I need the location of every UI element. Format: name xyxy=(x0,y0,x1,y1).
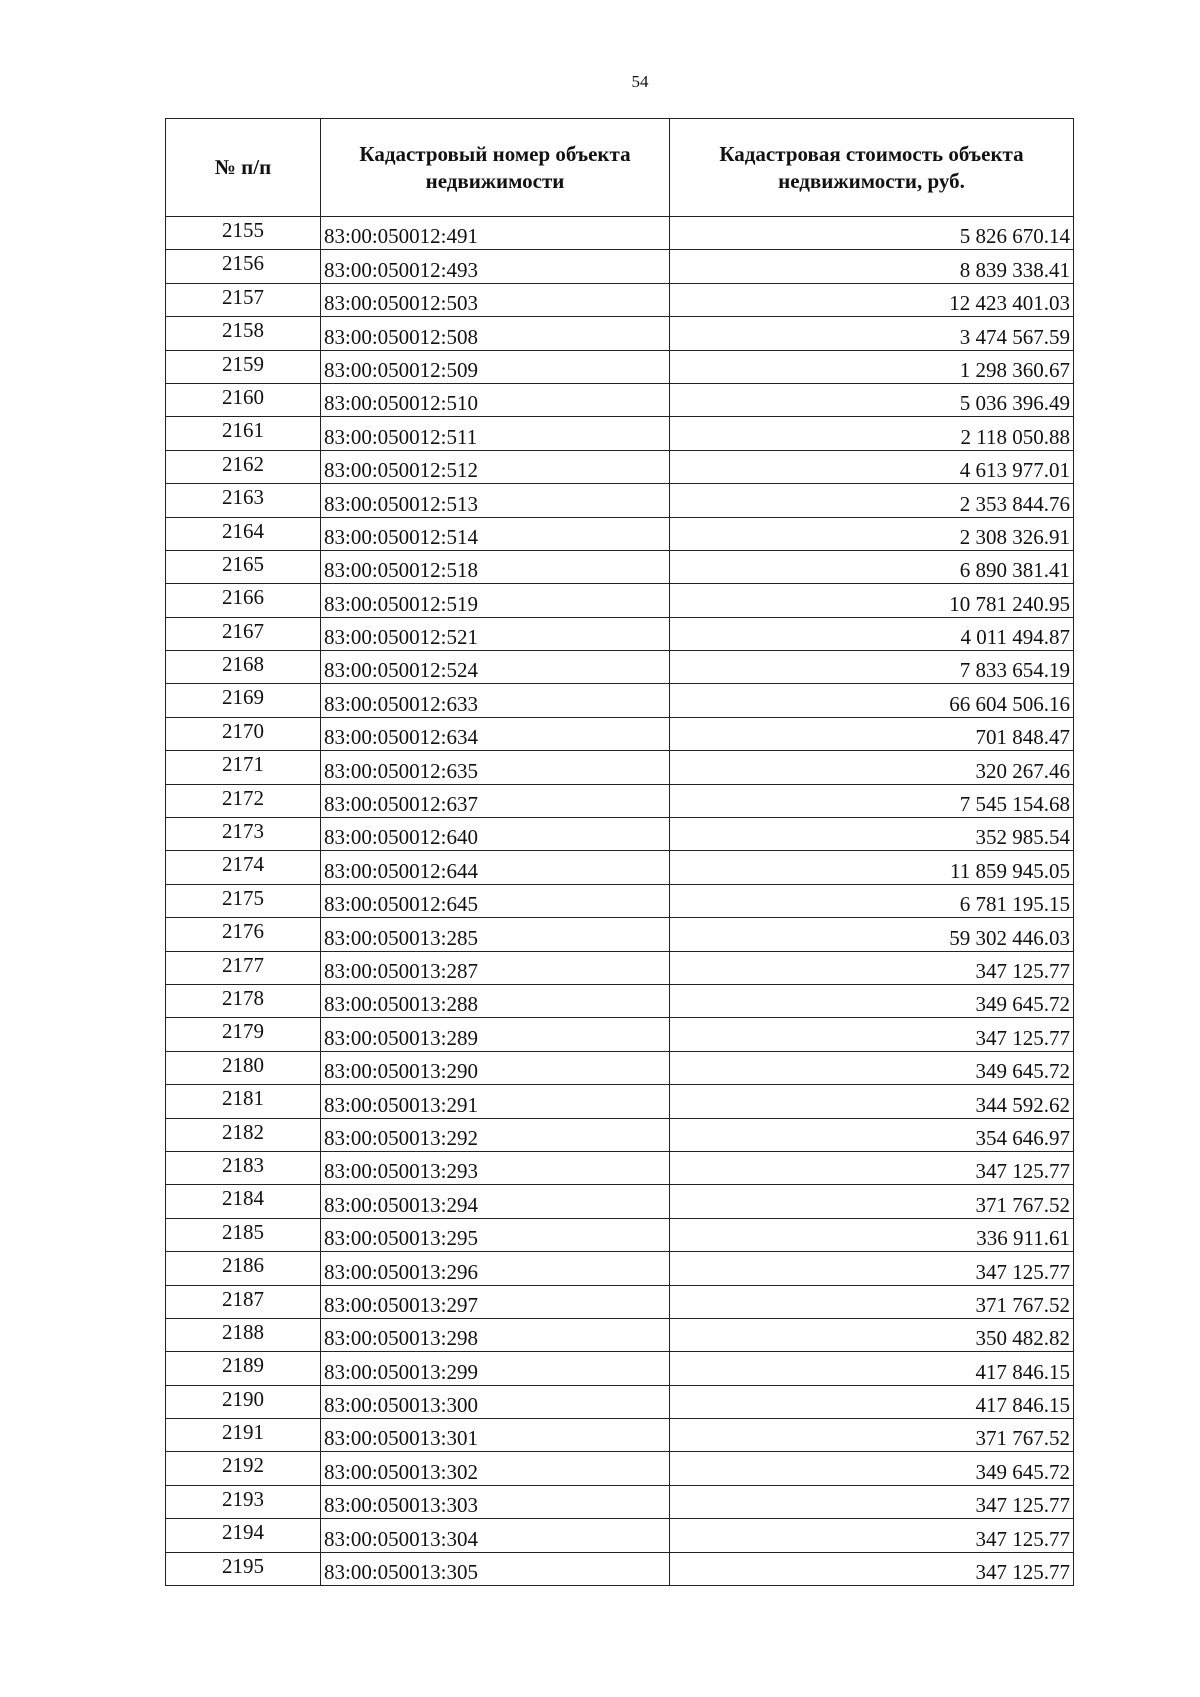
table-row xyxy=(166,1085,1074,1118)
table-row xyxy=(166,818,1074,851)
row-number-cell: 2157 xyxy=(166,283,321,316)
table-row xyxy=(166,517,1074,550)
cadastral-number-cell: 83:00:050013:288 xyxy=(321,984,670,1017)
table-row xyxy=(166,617,1074,650)
row-number-cell: 2160 xyxy=(166,383,321,416)
cadastral-number-cell: 83:00:050012:508 xyxy=(321,317,670,350)
cadastral-number-cell: 83:00:050013:289 xyxy=(321,1018,670,1051)
cadastral-number-cell: 83:00:050012:491 xyxy=(321,217,670,250)
table-row xyxy=(166,383,1074,416)
cadastral-number-cell: 83:00:050013:287 xyxy=(321,951,670,984)
cadastral-value-cell: 7 833 654.19 xyxy=(670,651,1074,684)
cadastral-number-cell: 83:00:050013:300 xyxy=(321,1385,670,1418)
cadastral-value-cell: 59 302 446.03 xyxy=(670,918,1074,951)
cadastral-value-cell: 2 353 844.76 xyxy=(670,484,1074,517)
row-number-cell: 2168 xyxy=(166,651,321,684)
cadastral-number-cell: 83:00:050012:518 xyxy=(321,550,670,583)
cadastral-number-cell: 83:00:050012:514 xyxy=(321,517,670,550)
row-number-cell: 2167 xyxy=(166,617,321,650)
cadastral-number-cell: 83:00:050012:512 xyxy=(321,450,670,483)
cadastral-value-cell: 347 125.77 xyxy=(670,1018,1074,1051)
cadastral-number-cell: 83:00:050012:633 xyxy=(321,684,670,717)
table-row xyxy=(166,1018,1074,1051)
row-number-cell: 2158 xyxy=(166,317,321,350)
table-row xyxy=(166,1285,1074,1318)
cadastral-value-cell: 2 308 326.91 xyxy=(670,517,1074,550)
row-number-cell: 2166 xyxy=(166,584,321,617)
cadastral-value-cell: 336 911.61 xyxy=(670,1218,1074,1251)
cadastral-number-cell: 83:00:050012:521 xyxy=(321,617,670,650)
row-number-cell: 2181 xyxy=(166,1085,321,1118)
table-row xyxy=(166,784,1074,817)
table-row xyxy=(166,1352,1074,1385)
table-row xyxy=(166,417,1074,450)
table-row xyxy=(166,1118,1074,1151)
table-row xyxy=(166,1252,1074,1285)
row-number-cell: 2174 xyxy=(166,851,321,884)
row-number-cell: 2175 xyxy=(166,884,321,917)
cadastral-number-cell: 83:00:050013:301 xyxy=(321,1419,670,1452)
cadastral-value-cell: 6 781 195.15 xyxy=(670,884,1074,917)
table-row xyxy=(166,851,1074,884)
cadastral-number-cell: 83:00:050012:503 xyxy=(321,283,670,316)
cadastral-value-cell: 417 846.15 xyxy=(670,1352,1074,1385)
header-cadastral-number: Кадастровый номер объекта недвижимости xyxy=(321,119,670,217)
cadastral-value-cell: 347 125.77 xyxy=(670,1252,1074,1285)
table-row xyxy=(166,550,1074,583)
table-row xyxy=(166,484,1074,517)
cadastral-number-cell: 83:00:050013:291 xyxy=(321,1085,670,1118)
cadastral-number-cell: 83:00:050012:513 xyxy=(321,484,670,517)
cadastral-value-cell: 10 781 240.95 xyxy=(670,584,1074,617)
cadastral-number-cell: 83:00:050012:510 xyxy=(321,383,670,416)
cadastral-value-cell: 350 482.82 xyxy=(670,1318,1074,1351)
row-number-cell: 2177 xyxy=(166,951,321,984)
cadastral-value-cell: 2 118 050.88 xyxy=(670,417,1074,450)
table-row xyxy=(166,884,1074,917)
row-number-cell: 2163 xyxy=(166,484,321,517)
header-row xyxy=(166,119,1074,217)
cadastral-value-cell: 8 839 338.41 xyxy=(670,250,1074,283)
cadastral-value-cell: 66 604 506.16 xyxy=(670,684,1074,717)
table-row xyxy=(166,350,1074,383)
cadastral-number-cell: 83:00:050013:299 xyxy=(321,1352,670,1385)
cadastral-value-cell: 349 645.72 xyxy=(670,1452,1074,1485)
table-row xyxy=(166,717,1074,750)
row-number-cell: 2156 xyxy=(166,250,321,283)
table-row xyxy=(166,317,1074,350)
cadastral-number-cell: 83:00:050012:509 xyxy=(321,350,670,383)
table-body xyxy=(166,217,1074,1586)
cadastral-value-cell: 5 036 396.49 xyxy=(670,383,1074,416)
cadastral-number-cell: 83:00:050013:290 xyxy=(321,1051,670,1084)
cadastral-value-cell: 417 846.15 xyxy=(670,1385,1074,1418)
row-number-cell: 2185 xyxy=(166,1218,321,1251)
row-number-cell: 2165 xyxy=(166,550,321,583)
table-row xyxy=(166,1185,1074,1218)
row-number-cell: 2155 xyxy=(166,217,321,250)
cadastral-value-cell: 352 985.54 xyxy=(670,818,1074,851)
table-row xyxy=(166,684,1074,717)
cadastral-value-cell: 347 125.77 xyxy=(670,1519,1074,1552)
row-number-cell: 2162 xyxy=(166,450,321,483)
cadastral-number-cell: 83:00:050013:304 xyxy=(321,1519,670,1552)
cadastral-value-cell: 344 592.62 xyxy=(670,1085,1074,1118)
row-number-cell: 2183 xyxy=(166,1151,321,1184)
table-row xyxy=(166,1452,1074,1485)
cadastral-value-cell: 354 646.97 xyxy=(670,1118,1074,1151)
page-number: 54 xyxy=(631,72,649,91)
cadastral-value-cell: 5 826 670.14 xyxy=(670,217,1074,250)
table-header xyxy=(166,119,1074,217)
table-row xyxy=(166,1519,1074,1552)
row-number-cell: 2194 xyxy=(166,1519,321,1552)
row-number-cell: 2173 xyxy=(166,818,321,851)
cadastral-number-cell: 83:00:050012:524 xyxy=(321,651,670,684)
table-row xyxy=(166,751,1074,784)
table-row xyxy=(166,584,1074,617)
row-number-cell: 2184 xyxy=(166,1185,321,1218)
cadastral-number-cell: 83:00:050013:295 xyxy=(321,1218,670,1251)
cadastral-number-cell: 83:00:050012:635 xyxy=(321,751,670,784)
row-number-cell: 2187 xyxy=(166,1285,321,1318)
row-number-cell: 2192 xyxy=(166,1452,321,1485)
cadastral-value-cell: 6 890 381.41 xyxy=(670,550,1074,583)
row-number-cell: 2164 xyxy=(166,517,321,550)
cadastral-value-cell: 11 859 945.05 xyxy=(670,851,1074,884)
cadastral-value-cell: 347 125.77 xyxy=(670,951,1074,984)
row-number-cell: 2161 xyxy=(166,417,321,450)
cadastral-value-cell: 347 125.77 xyxy=(670,1151,1074,1184)
table-row xyxy=(166,250,1074,283)
cadastral-number-cell: 83:00:050012:637 xyxy=(321,784,670,817)
cadastral-number-cell: 83:00:050013:297 xyxy=(321,1285,670,1318)
table-row xyxy=(166,918,1074,951)
cadastral-value-cell: 349 645.72 xyxy=(670,984,1074,1017)
table-row xyxy=(166,651,1074,684)
row-number-cell: 2169 xyxy=(166,684,321,717)
row-number-cell: 2170 xyxy=(166,717,321,750)
cadastral-value-cell: 4 613 977.01 xyxy=(670,450,1074,483)
table-row xyxy=(166,1485,1074,1518)
cadastral-value-cell: 371 767.52 xyxy=(670,1419,1074,1452)
cadastral-value-cell: 1 298 360.67 xyxy=(670,350,1074,383)
cadastral-number-cell: 83:00:050013:285 xyxy=(321,918,670,951)
table-row xyxy=(166,1419,1074,1452)
cadastral-value-cell: 3 474 567.59 xyxy=(670,317,1074,350)
header-cadastral-value: Кадастровая стоимость объекта недвижимости, руб. xyxy=(670,119,1074,217)
table-row xyxy=(166,1051,1074,1084)
row-number-cell: 2189 xyxy=(166,1352,321,1385)
cadastral-number-cell: 83:00:050013:298 xyxy=(321,1318,670,1351)
cadastral-value-cell: 347 125.77 xyxy=(670,1485,1074,1518)
table-row xyxy=(166,217,1074,250)
row-number-cell: 2178 xyxy=(166,984,321,1017)
cadastral-value-cell: 371 767.52 xyxy=(670,1185,1074,1218)
table-row xyxy=(166,1318,1074,1351)
cadastral-number-cell: 83:00:050013:294 xyxy=(321,1185,670,1218)
row-number-cell: 2191 xyxy=(166,1419,321,1452)
cadastral-value-cell: 4 011 494.87 xyxy=(670,617,1074,650)
cadastral-number-cell: 83:00:050012:644 xyxy=(321,851,670,884)
row-number-cell: 2186 xyxy=(166,1252,321,1285)
header-row-number: № п/п xyxy=(166,119,321,217)
cadastral-value-cell: 12 423 401.03 xyxy=(670,283,1074,316)
cadastral-number-cell: 83:00:050012:511 xyxy=(321,417,670,450)
row-number-cell: 2179 xyxy=(166,1018,321,1051)
cadastral-number-cell: 83:00:050013:296 xyxy=(321,1252,670,1285)
table-row xyxy=(166,951,1074,984)
row-number-cell: 2193 xyxy=(166,1485,321,1518)
cadastral-number-cell: 83:00:050013:303 xyxy=(321,1485,670,1518)
cadastral-value-cell: 371 767.52 xyxy=(670,1285,1074,1318)
row-number-cell: 2171 xyxy=(166,751,321,784)
row-number-cell: 2195 xyxy=(166,1552,321,1585)
cadastral-number-cell: 83:00:050012:640 xyxy=(321,818,670,851)
cadastral-number-cell: 83:00:050013:292 xyxy=(321,1118,670,1151)
row-number-cell: 2182 xyxy=(166,1118,321,1151)
cadastral-value-cell: 349 645.72 xyxy=(670,1051,1074,1084)
cadastral-number-cell: 83:00:050012:645 xyxy=(321,884,670,917)
cadastral-number-cell: 83:00:050013:293 xyxy=(321,1151,670,1184)
table-row xyxy=(166,1218,1074,1251)
cadastral-value-cell: 347 125.77 xyxy=(670,1552,1074,1585)
cadastral-number-cell: 83:00:050012:634 xyxy=(321,717,670,750)
row-number-cell: 2188 xyxy=(166,1318,321,1351)
cadastral-value-cell: 701 848.47 xyxy=(670,717,1074,750)
row-number-cell: 2190 xyxy=(166,1385,321,1418)
row-number-cell: 2172 xyxy=(166,784,321,817)
table-row xyxy=(166,984,1074,1017)
cadastral-value-cell: 7 545 154.68 xyxy=(670,784,1074,817)
table-row xyxy=(166,1151,1074,1184)
cadastral-number-cell: 83:00:050013:305 xyxy=(321,1552,670,1585)
cadastral-number-cell: 83:00:050012:519 xyxy=(321,584,670,617)
cadastral-value-cell: 320 267.46 xyxy=(670,751,1074,784)
table-row xyxy=(166,1385,1074,1418)
row-number-cell: 2159 xyxy=(166,350,321,383)
row-number-cell: 2180 xyxy=(166,1051,321,1084)
table-row xyxy=(166,450,1074,483)
table-row xyxy=(166,283,1074,316)
cadastral-value-table xyxy=(165,118,1074,1586)
cadastral-number-cell: 83:00:050012:493 xyxy=(321,250,670,283)
table-row xyxy=(166,1552,1074,1585)
row-number-cell: 2176 xyxy=(166,918,321,951)
cadastral-number-cell: 83:00:050013:302 xyxy=(321,1452,670,1485)
